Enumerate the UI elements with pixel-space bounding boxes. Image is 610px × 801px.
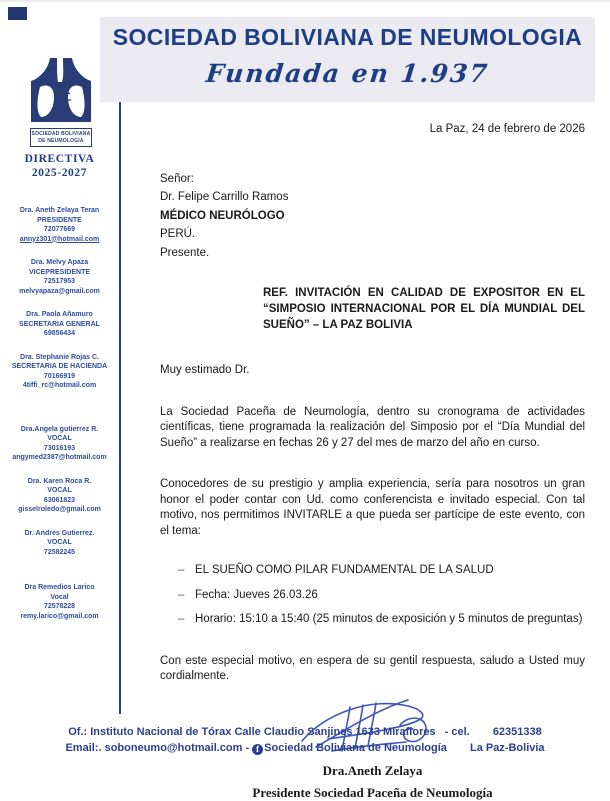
footer-location: La Paz-Bolivia bbox=[469, 742, 545, 754]
member-role: VICEPRESIDENTE bbox=[28, 268, 91, 276]
addressee-name: Dr. Felipe Carrillo Ramos bbox=[160, 191, 289, 203]
addressee-title: MÉDICO NEURÓLOGO bbox=[160, 209, 285, 222]
member-phone: 72517953 bbox=[43, 278, 76, 285]
dash-bullet-icon: – bbox=[178, 564, 185, 576]
member-name: Dra. Aneth Zelaya Teran bbox=[19, 207, 100, 214]
footer-line-2 bbox=[0, 740, 610, 756]
member-role: Vocal bbox=[50, 593, 69, 601]
member-email: gisselroledo@gmail.com bbox=[18, 506, 101, 513]
footer-contact bbox=[0, 724, 610, 756]
cel-label: - cel. bbox=[444, 726, 470, 738]
list-item bbox=[160, 588, 585, 604]
member-secretaria-hacienda bbox=[0, 353, 119, 391]
member-email: melvyapaza@gmail.com bbox=[19, 287, 100, 295]
office-address: Of.: Instituto Nacional de Tórax Calle Claudio Sanjines 1633 Miraflores bbox=[68, 726, 436, 738]
directiva-title: DIRECTIVA bbox=[24, 153, 95, 165]
member-role: SECRETARIA GENERAL bbox=[19, 320, 100, 328]
addressee-salutation: Señor: bbox=[160, 172, 194, 185]
member-email: angymed2387@hotmail.com bbox=[12, 454, 107, 461]
paragraph-1: La Sociedad Paceña de Neumología, dentro su cronograma de actividades científicas, tiene programada la realización del Simposio por el “Día Mundial del Sueño” a realizarse en fechas 26 y 27 del mes de marzo del año en curso. bbox=[160, 405, 585, 449]
member-phone: 72077669 bbox=[43, 226, 76, 233]
member-name: Dra. Stephanie Rojas C. bbox=[20, 353, 99, 361]
member-name: Dra.Angela gutierrez R. bbox=[20, 425, 99, 433]
member-email-link[interactable]: annyz301@hotmail.com bbox=[19, 235, 100, 243]
member-phone: 72582245 bbox=[43, 548, 76, 556]
member-phone: 73016193 bbox=[43, 444, 76, 452]
signer-title: Presidente Sociedad Paceña de Neumología bbox=[252, 785, 493, 800]
society-title: SOCIEDAD BOLIVIANA DE NEUMOLOGIA bbox=[112, 24, 583, 50]
letter-body bbox=[160, 122, 585, 801]
topic-list bbox=[160, 563, 585, 628]
member-vocal-1 bbox=[0, 425, 119, 463]
member-role: SECRETARIA DE HACIENDA bbox=[11, 363, 108, 370]
member-name: Dra. Paola Añamuro bbox=[26, 311, 93, 318]
sidebar-directiva bbox=[0, 102, 121, 714]
member-phone: 72578228 bbox=[43, 603, 76, 610]
member-role: PRESIDENTE bbox=[37, 216, 82, 224]
member-role: VOCAL bbox=[47, 435, 72, 442]
closing-paragraph: Con este especial motivo, en espera de su gentil respuesta, saludo a Usted muy cordialmente. bbox=[160, 654, 585, 682]
facebook-page-name: Sociedad Boliviana de Neumología bbox=[264, 742, 447, 754]
logo-caption-line1: SOCIEDAD BOLIVIANA bbox=[31, 131, 91, 137]
schedule-item-text: Horario: 15:10 a 15:40 (25 minutos de exposición y 5 minutos de preguntas) bbox=[195, 613, 583, 625]
office-phone: 62351338 bbox=[492, 726, 542, 738]
signer-name: Dra.Aneth Zelaya bbox=[322, 762, 423, 778]
dash-bullet-icon: – bbox=[178, 613, 185, 625]
member-name: Dr. Andres Gutierrez. bbox=[24, 529, 95, 537]
member-phone: 70166919 bbox=[43, 372, 76, 380]
corner-mark bbox=[8, 7, 27, 20]
member-email: 4tiffi_rc@hotmail.com bbox=[22, 382, 97, 389]
date-item-text: Fecha: Jueves 26.03.26 bbox=[195, 588, 318, 601]
directiva-years: 2025-2027 bbox=[31, 167, 88, 179]
footer-email: Email:. soboneumo@hotmail.com - bbox=[65, 742, 250, 754]
member-role: VOCAL bbox=[47, 487, 72, 494]
list-item bbox=[160, 563, 585, 579]
addressee-country: PERÚ. bbox=[160, 228, 196, 240]
paragraph-2: Conocedores de su prestigio y amplia experiencia, sería para nosotros un gran honor el poder contar con Ud. como conferencista e invitado especial. Con tal motivo, nos permitimos INVITARLE a que pueda ser partícipe de este evento, con el tema: bbox=[160, 478, 585, 537]
founded-subtitle: Fundada en 1.937 bbox=[204, 59, 491, 88]
topic-item-text: EL SUEÑO COMO PILAR FUNDAMENTAL DE LA SALUD bbox=[195, 564, 494, 576]
member-vocal-4 bbox=[0, 583, 119, 621]
member-secretaria-general bbox=[0, 310, 119, 339]
member-vocal-2 bbox=[0, 477, 119, 515]
member-email: remy.larico@gmail.com bbox=[20, 612, 99, 620]
logo-caption-line2: DE NEUMOLOGIA bbox=[38, 138, 84, 144]
directiva-heading bbox=[0, 152, 119, 180]
header-band bbox=[100, 17, 595, 102]
member-vocal-3 bbox=[0, 529, 119, 558]
addressee-block bbox=[160, 170, 585, 263]
addressee-present: Presente. bbox=[160, 246, 210, 259]
member-name: Dra Remedios Larico bbox=[24, 584, 95, 591]
footer-line-1 bbox=[0, 724, 610, 740]
member-name: Dra. Karen Roca R. bbox=[27, 477, 92, 485]
greeting: Muy estimado Dr. bbox=[160, 364, 250, 376]
reference-subject: REF. INVITACIÓN EN CALIDAD DE EXPOSITOR EN EL “SIMPOSIO INTERNACIONAL POR EL DÍA MUNDIAL DEL SUEÑO” – LA PAZ BOLIVIA bbox=[263, 287, 585, 331]
member-presidente bbox=[0, 206, 119, 244]
member-phone: 63061823 bbox=[43, 496, 76, 504]
dash-bullet-icon: – bbox=[178, 588, 185, 601]
member-role: VOCAL bbox=[47, 539, 72, 546]
directiva-members bbox=[0, 206, 119, 621]
letter-date: La Paz, 24 de febrero de 2026 bbox=[429, 123, 585, 135]
member-vicepresidente bbox=[0, 258, 119, 296]
member-phone: 69856434 bbox=[43, 330, 76, 337]
list-item bbox=[160, 612, 585, 628]
member-name: Dra. Melvy Apaza bbox=[30, 259, 89, 266]
facebook-icon: f bbox=[252, 744, 263, 755]
